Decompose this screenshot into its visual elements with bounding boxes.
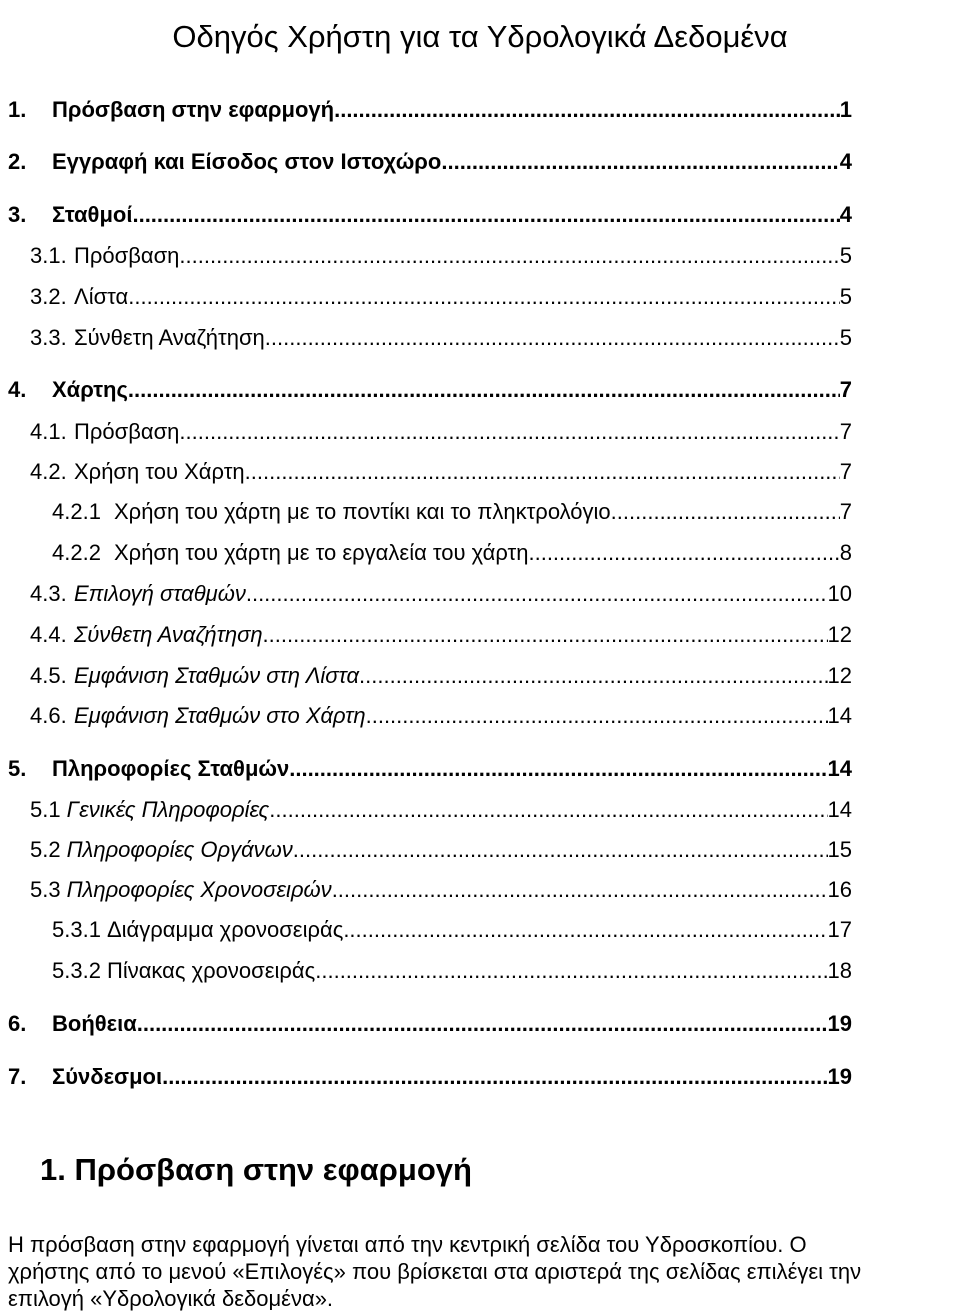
toc-entry[interactable] bbox=[30, 622, 852, 648]
toc-entry[interactable] bbox=[8, 202, 852, 228]
toc-entry[interactable] bbox=[8, 97, 852, 123]
toc-page-number: 12 bbox=[827, 622, 852, 647]
toc-page-number: 14 bbox=[827, 756, 852, 781]
paragraph-line: χρήστης από το μενού «Επιλογές» που βρίσκεται στα αριστερά της σελίδας επιλέγει την bbox=[8, 1259, 862, 1284]
toc-page-number: 7 bbox=[839, 377, 852, 402]
toc-label: Πρόσβαση στην εφαρμογή bbox=[52, 97, 335, 122]
paragraph-line: επιλογή «Υδρολογικά δεδομένα». bbox=[8, 1286, 334, 1311]
toc-number: 4.2. bbox=[30, 459, 67, 484]
toc-number: 3.1. bbox=[30, 243, 67, 268]
toc-dot-leader bbox=[289, 756, 827, 782]
toc-label: Εμφάνιση Σταθμών στη Λίστα bbox=[74, 663, 360, 688]
toc-entry[interactable] bbox=[30, 877, 852, 903]
toc-page-number: 14 bbox=[827, 797, 852, 822]
toc-page-number: 16 bbox=[827, 877, 852, 902]
toc-label: Πίνακας χρονοσειράς bbox=[106, 958, 316, 983]
toc-entry[interactable] bbox=[8, 149, 852, 175]
toc-page-number: 4 bbox=[839, 202, 852, 227]
toc-entry[interactable] bbox=[8, 1011, 852, 1037]
toc-number: 5.1 bbox=[30, 797, 61, 822]
toc-dot-leader bbox=[246, 581, 828, 607]
toc-number: 5. bbox=[8, 756, 27, 781]
toc-number: 4.3. bbox=[30, 581, 67, 606]
toc-label: Πρόσβαση bbox=[74, 419, 180, 444]
toc-dot-leader bbox=[366, 703, 828, 729]
toc-dot-leader bbox=[611, 499, 840, 525]
toc-number: 4.5. bbox=[30, 663, 67, 688]
toc-number: 3.3. bbox=[30, 325, 67, 350]
toc-label: Γενικές Πληροφορίες bbox=[66, 797, 270, 822]
toc-dot-leader bbox=[162, 1064, 827, 1090]
toc-dot-leader bbox=[293, 837, 828, 863]
toc-label: Χρήση του χάρτη με το εργαλεία του χάρτη bbox=[114, 540, 529, 565]
toc-page-number: 12 bbox=[827, 663, 852, 688]
toc-number: 6. bbox=[8, 1011, 27, 1036]
toc-label: Βοήθεια bbox=[52, 1011, 137, 1036]
toc-dot-leader bbox=[334, 97, 840, 123]
document-title: Οδηγός Χρήστη για τα Υδρολογικά Δεδομένα bbox=[172, 18, 788, 54]
toc-number: 4.1. bbox=[30, 419, 67, 444]
toc-dot-leader bbox=[359, 663, 828, 689]
toc-entry[interactable] bbox=[52, 917, 852, 943]
toc-dot-leader bbox=[263, 622, 828, 648]
toc-dot-leader bbox=[441, 149, 839, 175]
toc-page-number: 7 bbox=[839, 459, 852, 484]
toc-label: Πληροφορίες Οργάνων bbox=[66, 837, 293, 862]
toc-entry[interactable] bbox=[30, 459, 852, 485]
toc-page-number: 17 bbox=[827, 917, 852, 942]
toc-page-number: 5 bbox=[839, 243, 852, 268]
toc-page-number: 18 bbox=[827, 958, 852, 983]
toc-number: 5.3.1 bbox=[52, 917, 101, 942]
toc-page-number: 19 bbox=[827, 1064, 852, 1089]
toc-dot-leader bbox=[128, 377, 840, 403]
section-heading: 1. Πρόσβαση στην εφαρμογή bbox=[40, 1152, 472, 1187]
toc-dot-leader bbox=[315, 958, 827, 984]
toc-page-number: 1 bbox=[839, 97, 852, 122]
toc-entry[interactable] bbox=[30, 325, 852, 351]
toc-label: Επιλογή σταθμών bbox=[74, 581, 246, 606]
toc-entry[interactable] bbox=[8, 1064, 852, 1090]
toc-entry[interactable] bbox=[30, 837, 852, 863]
toc-label: Σταθμοί bbox=[52, 202, 133, 227]
toc-number: 5.2 bbox=[30, 837, 61, 862]
toc-dot-leader bbox=[245, 459, 840, 485]
toc-dot-leader bbox=[265, 325, 840, 351]
toc-dot-leader bbox=[343, 917, 827, 943]
toc-label: Εμφάνιση Σταθμών στο Χάρτη bbox=[74, 703, 366, 728]
toc-entry[interactable] bbox=[8, 756, 852, 782]
toc-dot-leader bbox=[179, 419, 839, 445]
toc-dot-leader bbox=[528, 540, 839, 566]
toc-page-number: 5 bbox=[839, 284, 852, 309]
toc-number: 3. bbox=[8, 202, 27, 227]
toc-entry[interactable] bbox=[30, 663, 852, 689]
toc-dot-leader bbox=[269, 797, 827, 823]
toc-page-number: 5 bbox=[839, 325, 852, 350]
toc-page-number: 4 bbox=[839, 149, 852, 174]
toc-number: 5.3.2 bbox=[52, 958, 101, 983]
toc-number: 5.3 bbox=[30, 877, 61, 902]
toc-entry[interactable] bbox=[30, 581, 852, 607]
toc-dot-leader bbox=[128, 284, 839, 310]
toc-entry[interactable] bbox=[52, 499, 852, 525]
toc-number: 4.6. bbox=[30, 703, 67, 728]
toc-number: 4.2.1 bbox=[52, 499, 101, 524]
toc-dot-leader bbox=[137, 1011, 828, 1037]
toc-label: Εγγραφή και Είσοδος στον Ιστοχώρο bbox=[52, 149, 442, 174]
toc-label: Λίστα bbox=[74, 284, 129, 309]
toc-page-number: 15 bbox=[827, 837, 852, 862]
toc-page-number: 14 bbox=[827, 703, 852, 728]
toc-number: 4.2.2 bbox=[52, 540, 101, 565]
toc-page-number: 7 bbox=[839, 499, 852, 524]
toc-entry[interactable] bbox=[8, 377, 852, 403]
toc-number: 1. bbox=[8, 97, 27, 122]
toc-number: 4.4. bbox=[30, 622, 67, 647]
toc-number: 3.2. bbox=[30, 284, 67, 309]
toc-page-number: 19 bbox=[827, 1011, 852, 1036]
toc-label: Σύνθετη Αναζήτηση bbox=[74, 325, 265, 350]
toc-label: Σύνδεσμοι bbox=[52, 1064, 163, 1089]
toc-number: 7. bbox=[8, 1064, 27, 1089]
toc-entry[interactable] bbox=[30, 703, 852, 729]
toc-entry[interactable] bbox=[52, 958, 852, 984]
toc-entry[interactable] bbox=[30, 797, 852, 823]
paragraph-line: Η πρόσβαση στην εφαρμογή γίνεται από την κεντρική σελίδα του Υδροσκοπίου. Ο bbox=[8, 1232, 807, 1257]
toc-label: Πρόσβαση bbox=[74, 243, 180, 268]
toc-dot-leader bbox=[179, 243, 839, 269]
toc-page-number: 10 bbox=[827, 581, 852, 606]
toc-label: Πληροφορίες Χρονοσειρών bbox=[66, 877, 332, 902]
toc-label: Χρήση του χάρτη με το ποντίκι και το πληκτρολόγιο bbox=[114, 499, 611, 524]
toc-entry[interactable] bbox=[30, 243, 852, 269]
toc-dot-leader bbox=[132, 202, 839, 228]
toc-label: Διάγραμμα χρονοσειράς bbox=[106, 917, 344, 942]
toc-number: 4. bbox=[8, 377, 27, 402]
toc-page-number: 8 bbox=[839, 540, 852, 565]
toc-label: Πληροφορίες Σταθμών bbox=[52, 756, 290, 781]
toc-label: Χρήση του Χάρτη bbox=[74, 459, 245, 484]
toc-entry[interactable] bbox=[30, 284, 852, 310]
toc-page-number: 7 bbox=[839, 419, 852, 444]
body-paragraph bbox=[8, 1231, 956, 1312]
toc-dot-leader bbox=[332, 877, 828, 903]
toc-entry[interactable] bbox=[52, 540, 852, 566]
toc-label: Χάρτης bbox=[52, 377, 128, 402]
toc-number: 2. bbox=[8, 149, 27, 174]
toc-label: Σύνθετη Αναζήτηση bbox=[74, 622, 263, 647]
toc-entry[interactable] bbox=[30, 419, 852, 445]
